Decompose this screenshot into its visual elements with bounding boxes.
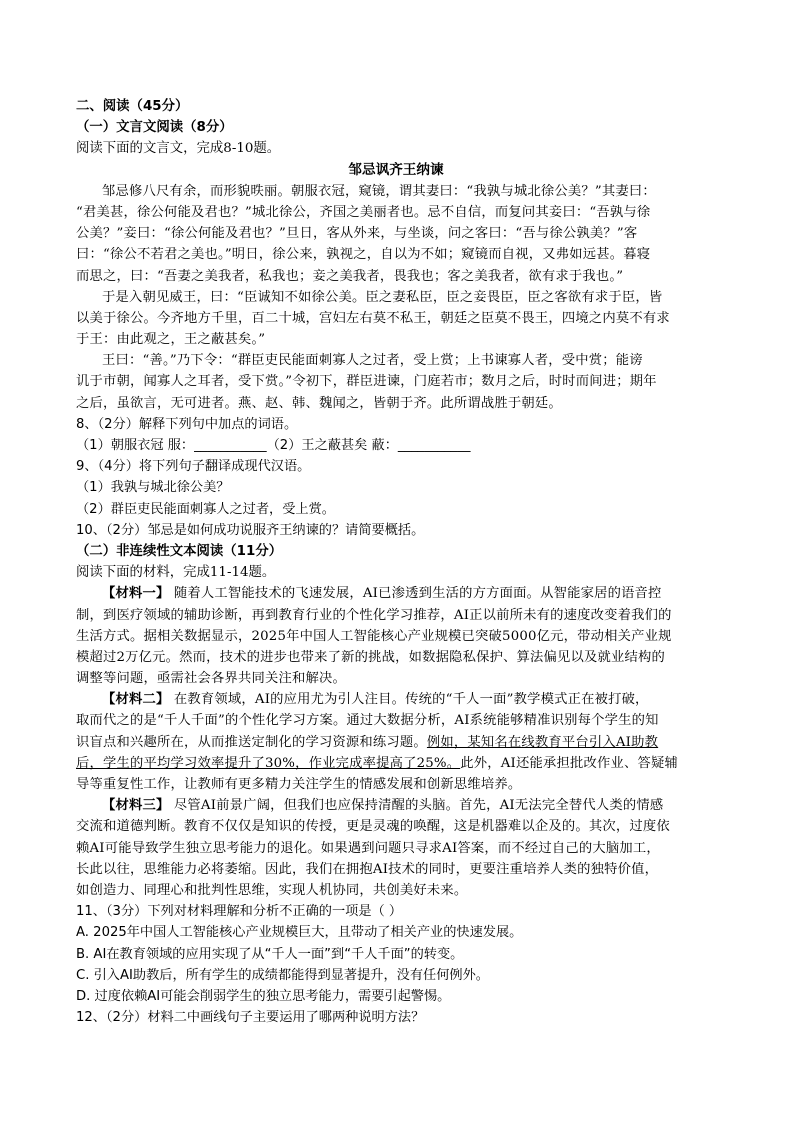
material-1-text: 随着人工智能技术的飞速发展，AI已渗透到生活的方方面面。从智能家居的语音控 bbox=[169, 586, 662, 602]
passage-line: 邹忌修八尺有余，而形貌昳丽。朝服衣冠，窥镜，谓其妻曰：“我孰与城北徐公美？”其妻曰： bbox=[102, 183, 656, 199]
passage-line: 曰：“徐公不若君之美也。”明日，徐公来，孰视之，自以为不如；窥镜而自视，又弗如远甚。暮寝 bbox=[76, 247, 651, 263]
passage-line: 而思之，曰：“吾妻之美我者，私我也；妾之美我者，畏我也；客之美我者，欲有求于我也。” bbox=[76, 268, 624, 284]
part1-heading: （一）文言文阅读（8分） bbox=[76, 120, 233, 136]
material-3-line: 长此以往，思维能力必将萎缩。因此，我们在拥抱AI技术的同时，更要注重培养人类的独特价值， bbox=[76, 861, 659, 877]
material-3-label: 【材料三】 bbox=[102, 798, 170, 814]
question-11-option-a: A. 2025年中国人工智能核心产业规模巨大，且带动了相关产业的快速发展。 bbox=[76, 925, 523, 941]
question-11-option-b: B. AI在教育领域的应用实现了从“千人一面”到“千人千面”的转变。 bbox=[76, 946, 464, 962]
material-2-line: 导等重复性工作，让教师有更多精力关注学生的情感发展和创新思维培养。 bbox=[76, 777, 522, 792]
material-2-line bbox=[76, 732, 716, 753]
underlined-sentence: 后，学生的平均学习效率提升了30%，作业完成率提高了25%。 bbox=[76, 755, 461, 771]
passage-line: 之后，虽欲言，无可进者。燕、赵、韩、魏闻之，皆朝于齐。此所谓战胜于朝廷。 bbox=[76, 395, 562, 411]
question-10: 10、（2分）邹忌是如何成功说服齐王纳谏的？请简要概括。 bbox=[76, 522, 425, 538]
material-2-text: 此外，AI还能承担批改作业、答疑辅 bbox=[460, 755, 678, 771]
question-11-option-c: C. 引入AI助教后，所有学生的成绩都能得到显著提升，没有任何例外。 bbox=[76, 967, 489, 983]
material-3-line: 赖AI可能导致学生独立思考能力的退化。如果遇到问题只寻求AI答案，而不经过自己的大脑加工， bbox=[76, 840, 660, 856]
material-3-line: 交流和道德判断。教育不仅仅是知识的传授，更是灵魂的唤醒，这是机器难以企及的。其次，过度依 bbox=[76, 819, 670, 835]
question-8: 8、（2分）解释下列句中加点的词语。 bbox=[76, 416, 298, 432]
passage-line: 公美？”妾曰：“徐公何能及君也？”旦日，客从外来，与坐谈，问之客曰：“吾与徐公孰美？”客 bbox=[76, 226, 638, 242]
material-3-line: 如创造力、同理心和批判性思维，实现人机协同，共创美好未来。 bbox=[76, 882, 468, 898]
passage-line: 于王：由此观之，王之蔽甚矣。” bbox=[76, 332, 266, 348]
question-9-item-2: （2）群臣吏民能面刺寡人之过者，受上赏。 bbox=[76, 501, 335, 517]
passage-line: 讥于市朝，闻寡人之耳者，受下赏。”令初下，群臣进谏，门庭若市；数月之后，时时而间进；期年 bbox=[76, 374, 657, 390]
material-1-line: 调整等问题，亟需社会各界共同关注和解决。 bbox=[76, 671, 346, 687]
passage-line: 以美于徐公。今齐地方千里，百二十城，宫妇左右莫不私王，朝廷之臣莫不畏王，四境之内莫不有求 bbox=[76, 310, 670, 326]
question-8-sub: （1）朝服衣冠 服：___________（2）王之蔽甚矣 蔽：___________ bbox=[76, 438, 471, 453]
question-9: 9、（4分）将下列句子翻译成现代汉语。 bbox=[76, 459, 311, 475]
material-2-text: 在教育领域，AI的应用尤为引人注目。传统的“千人一面”教学模式正在被打破， bbox=[169, 692, 649, 708]
material-1-line bbox=[76, 583, 716, 604]
part2-heading: （二）非连续性文本阅读（11分） bbox=[76, 543, 283, 559]
passage-line: 于是入朝见威王，曰：“臣诚知不如徐公美。臣之妻私臣，臣之妾畏臣，臣之客欲有求于臣，皆 bbox=[102, 289, 663, 305]
material-1-line: 生活方式。据相关数据显示，2025年中国人工智能核心产业规模已突破5000亿元，带动相关产业规 bbox=[76, 628, 672, 644]
material-2-line: 取而代之的是“千人千面”的个性化学习方案。通过大数据分析，AI系统能够精准识别每个学生的知 bbox=[76, 713, 659, 729]
question-11-option-d: D. 过度依赖AI可能会削弱学生的独立思考能力，需要引起警惕。 bbox=[76, 988, 451, 1004]
part1-instruction: 阅读下面的文言文，完成8-10题。 bbox=[76, 141, 281, 157]
section-title: 二、阅读（45分） bbox=[76, 99, 189, 114]
exam-page bbox=[76, 96, 716, 1028]
material-1-line: 模超过2万亿元。然而，技术的进步也带来了新的挑战，如数据隐私保护、算法偏见以及就业结构的 bbox=[76, 649, 666, 665]
underlined-sentence: 例如，某知名在线教育平台引入AI助教 bbox=[426, 734, 659, 750]
question-9-item-1: （1）我孰与城北徐公美？ bbox=[76, 480, 230, 496]
material-2-label: 【材料二】 bbox=[102, 692, 170, 708]
material-2-text: 识盲点和兴趣所在，从而推送定制化的学习资源和练习题。 bbox=[76, 734, 427, 750]
material-3-line bbox=[76, 795, 716, 816]
material-1-line: 制，到医疗领域的辅助诊断，再到教育行业的个性化学习推荐，AI正以前所未有的速度改变着我们的 bbox=[76, 607, 672, 623]
material-1-label: 【材料一】 bbox=[102, 586, 170, 602]
passage-line: 王曰：“善。”乃下令：“群臣吏民能面刺寡人之过者，受上赏；上书谏寡人者，受中赏；能谤 bbox=[102, 353, 643, 369]
material-2-line bbox=[76, 753, 716, 774]
part2-instruction: 阅读下面的材料，完成11-14题。 bbox=[76, 565, 276, 581]
question-12: 12、（2分）材料二中画线句子主要运用了哪两种说明方法？ bbox=[76, 1010, 425, 1026]
passage-line: “君美甚，徐公何能及君也？”城北徐公，齐国之美丽者也。忌不自信，而复问其妾曰：“吾孰与徐 bbox=[76, 204, 651, 220]
passage-title: 邹忌讽齐王纳谏 bbox=[348, 161, 444, 178]
material-2-line bbox=[76, 689, 716, 710]
question-11: 11、（3分）下列对材料理解和分析不正确的一项是（ ） bbox=[76, 904, 403, 920]
material-3-text: 尽管AI前景广阔，但我们也应保持清醒的头脑。首先，AI无法完全替代人类的情感 bbox=[169, 798, 664, 814]
